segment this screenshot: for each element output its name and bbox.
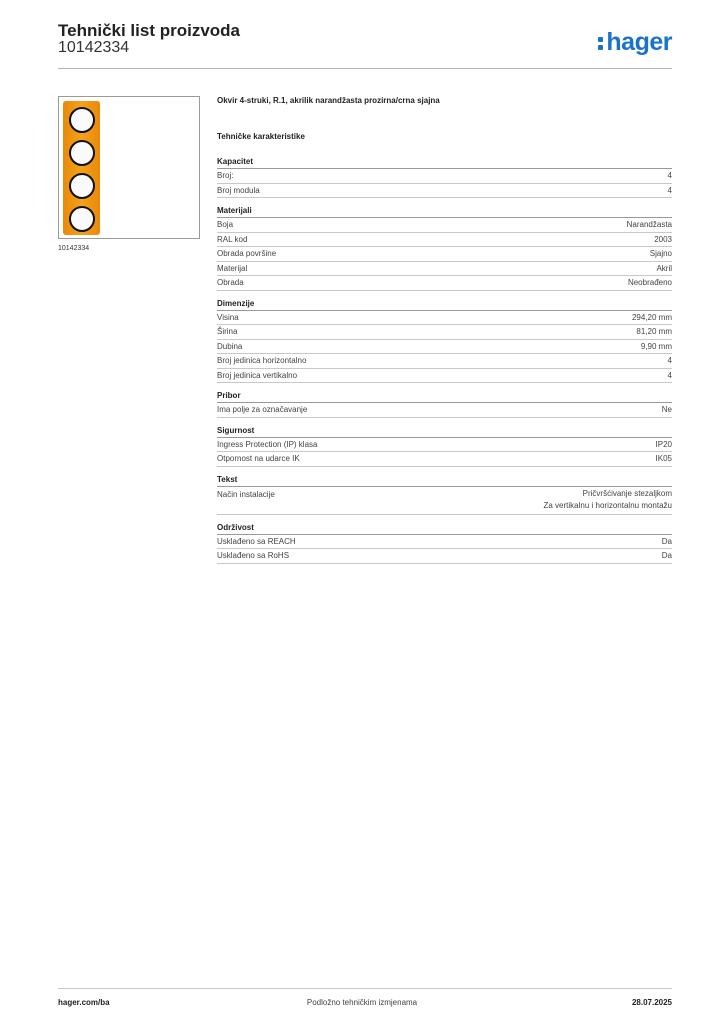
- spec-label: Otpornost na udarce IK: [217, 454, 300, 463]
- spec-row: [217, 218, 672, 233]
- spec-section: [217, 298, 672, 384]
- footer-website[interactable]: hager.com/ba: [58, 998, 110, 1007]
- spec-row: [217, 535, 672, 550]
- hager-logo: hager: [598, 28, 672, 57]
- footer-date: 28.07.2025: [631, 998, 672, 1007]
- spec-label: Boja: [217, 220, 234, 229]
- spec-row: [217, 184, 672, 199]
- spec-value: Akril: [656, 263, 672, 273]
- spec-value: 4: [667, 356, 672, 365]
- spec-value: Ne: [661, 405, 672, 414]
- spec-value: 294,20 mm: [631, 312, 672, 322]
- spec-row: [217, 354, 672, 369]
- footer-notice: Podložno tehničkim izmjenama: [306, 998, 418, 1007]
- spec-value: 4: [667, 171, 672, 180]
- spec-row: [217, 325, 672, 340]
- spec-value: 2003: [654, 234, 672, 244]
- spec-value: Da: [661, 551, 672, 560]
- spec-label: Broj:: [217, 171, 234, 180]
- logo-dots-icon: [598, 32, 605, 50]
- section-title: Dimenzije: [217, 298, 672, 311]
- spec-value: Sjajno: [649, 249, 672, 258]
- spec-label: Ima polje za označavanje: [217, 405, 308, 414]
- spec-label: Materijal: [217, 263, 248, 273]
- spec-section: [217, 522, 672, 564]
- spec-value: 4: [667, 185, 672, 195]
- product-image: [58, 96, 200, 239]
- spec-section: [217, 156, 672, 198]
- spec-sections: [217, 156, 672, 564]
- spec-label: Obrada: [217, 278, 244, 287]
- spec-row: [217, 247, 672, 262]
- spec-row: [217, 311, 672, 326]
- spec-value: [543, 488, 672, 512]
- spec-content: [217, 96, 672, 571]
- spec-label: RAL kod: [217, 234, 248, 244]
- spec-section: [217, 390, 672, 418]
- spec-section: [217, 205, 672, 291]
- spec-label: Usklađeno sa RoHS: [217, 551, 290, 560]
- header-divider: [58, 68, 672, 69]
- spec-row: [217, 169, 672, 184]
- spec-row: [217, 403, 672, 418]
- section-title: Materijali: [217, 205, 672, 218]
- spec-row: [217, 276, 672, 291]
- spec-value: Neobrađeno: [627, 278, 672, 287]
- frame-icon: [63, 101, 100, 235]
- spec-label: Broj jedinica horizontalno: [217, 356, 307, 365]
- spec-value-line: Za vertikalnu i horizontalnu montažu: [543, 500, 672, 510]
- spec-label: Obrada površine: [217, 249, 277, 258]
- spec-label: Ingress Protection (IP) klasa: [217, 439, 318, 449]
- spec-label: Broj modula: [217, 185, 260, 195]
- section-title: Pribor: [217, 390, 672, 403]
- spec-label: Dubina: [217, 341, 243, 351]
- spec-row: [217, 438, 672, 453]
- spec-label: Širina: [217, 327, 238, 336]
- spec-row: [217, 487, 672, 515]
- product-code: 10142334: [58, 39, 130, 56]
- spec-value: 81,20 mm: [636, 327, 672, 336]
- document-title: Tehnički list proizvoda: [58, 21, 240, 40]
- spec-value-line: Pričvršćivanje stezaljkom: [582, 488, 672, 498]
- product-description: Okvir 4-struki, R.1, akrilik narandžasta prozirna/crna sjajna: [217, 96, 440, 105]
- image-caption: 10142334: [58, 245, 90, 252]
- spec-value: IP20: [655, 439, 672, 449]
- section-title: Tekst: [217, 474, 672, 487]
- spec-row: [217, 262, 672, 277]
- spec-label: Usklađeno sa REACH: [217, 536, 296, 546]
- spec-value: IK05: [655, 454, 672, 463]
- spec-label: Visina: [217, 312, 239, 322]
- spec-label: Način instalacije: [217, 489, 275, 499]
- spec-row: [217, 340, 672, 355]
- spec-value: Narandžasta: [626, 220, 672, 229]
- section-title: Održivost: [217, 522, 672, 535]
- spec-row: [217, 233, 672, 248]
- spec-value: 4: [667, 370, 672, 380]
- spec-section: [217, 474, 672, 515]
- spec-value: Da: [661, 536, 672, 546]
- section-title: Kapacitet: [217, 156, 672, 169]
- section-title: Sigurnost: [217, 425, 672, 438]
- spec-row: [217, 549, 672, 564]
- spec-value: 9,90 mm: [640, 341, 672, 351]
- spec-label: Broj jedinica vertikalno: [217, 370, 298, 380]
- spec-section: [217, 425, 672, 467]
- specs-heading: Tehničke karakteristike: [217, 132, 305, 141]
- spec-row: [217, 452, 672, 467]
- spec-row: [217, 369, 672, 384]
- footer-divider: [58, 988, 672, 989]
